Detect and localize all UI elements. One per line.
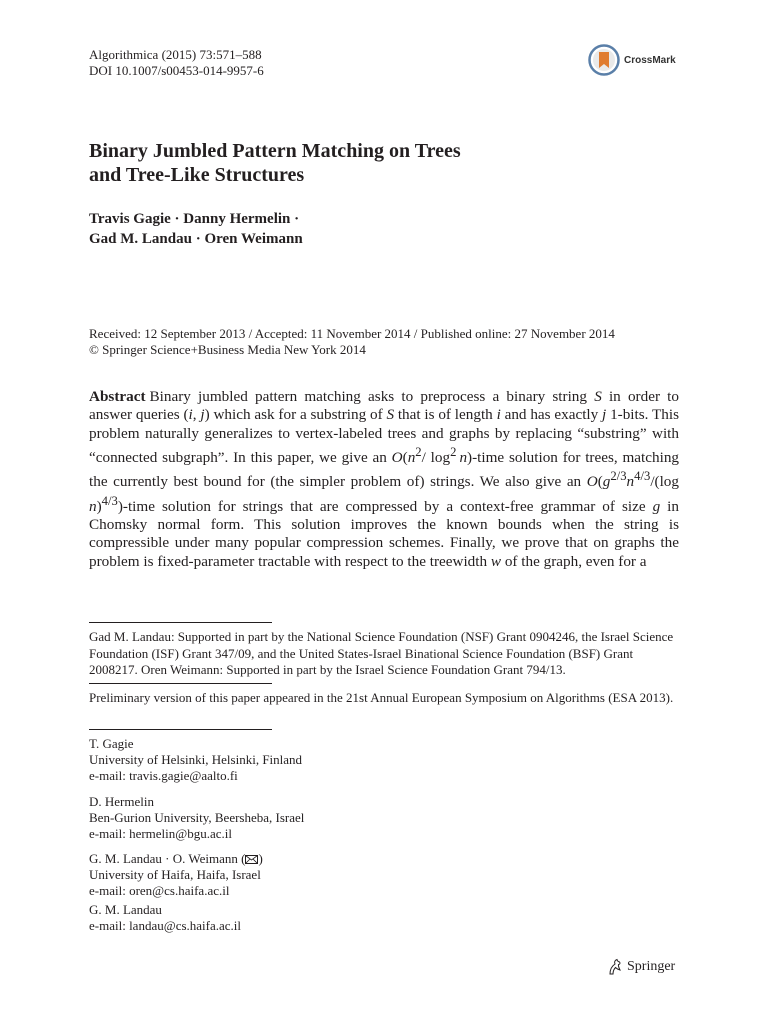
abstract-heading: Abstract [89,388,146,405]
abstract-text: 1-bits. This problem naturally generalizes to vertex-labeled trees and graphs by replacing “substring” with “connected subgraph”. In this paper, we give an [89,406,679,466]
affiliation-rule [89,729,272,730]
math-var: j [200,406,205,424]
affiliation-landau [89,902,241,934]
abstract [89,388,679,571]
abstract-text: -time solution for trees, matching the currently best bound for (the simpler problem of) strings. We also give an [89,448,680,491]
math-var: w [490,552,502,570]
affiliation-org: University of Haifa, Haifa, Israel [89,867,261,882]
title-line-1: Binary Jumbled Pattern Matching on Trees [89,140,461,162]
abstract-text: in Chomsky normal form. This solution improves the known bounds when the string is compressible under many popular compression schemes. Finally, we prove that on graphs the problem is fixed-parameter tractable with respect to the treewidth [89,497,679,570]
publication-dates [89,326,615,358]
affiliation-org: University of Helsinki, Helsinki, Finland [89,752,303,767]
author-list [89,209,303,249]
affiliation-name: D. Hermelin [89,794,154,809]
copyright-notice: © Springer Science+Business Media New York 2014 [89,342,366,357]
math-var: i [496,406,501,424]
math-var: S [386,406,395,424]
abstract-text: of the graph, even for a [501,552,647,570]
footnote-rule [89,622,272,623]
math-var: g [652,497,661,515]
footnote-rule [89,683,272,684]
affiliation-hermelin [89,794,304,842]
affiliation-email[interactable]: e-mail: hermelin@bgu.ac.il [89,826,233,841]
affiliation-email[interactable]: e-mail: oren@cs.haifa.ac.il [89,883,230,898]
abstract-text: Binary jumbled pattern matching asks to preprocess a binary string [149,388,595,405]
crossmark-badge[interactable] [588,44,676,76]
envelope-icon[interactable] [245,855,258,864]
affiliation-org: Ben-Gurion University, Beersheba, Israel [89,810,305,825]
affiliation-email[interactable]: e-mail: landau@cs.haifa.ac.il [89,918,242,933]
math-var: S [594,388,602,405]
abstract-text: -time solution for strings that are compressed by a context-free grammar of size [122,497,653,515]
complexity-formula-grammar: $O(g^{2/3}n^{4/3}/(\log$ n)$^{4/3}$) [89,469,679,515]
publisher-logo [607,958,675,976]
affiliation-name: G. M. Landau [89,902,162,917]
authors-line-1: Travis Gagie · Danny Hermelin · [89,211,300,227]
doi[interactable]: DOI 10.1007/s00453-014-9957-6 [89,63,264,78]
authors-line-2: Gad M. Landau · Oren Weimann [89,231,303,247]
affiliation-name-close: ) [258,851,263,866]
journal-citation: Algorithmica (2015) 73:571–588 [89,47,262,62]
footnote-preliminary: Preliminary version of this paper appeared in the 21st Annual European Symposium on Algorithms (ESA 2013). [89,690,674,705]
affiliation-name-row [89,851,263,867]
title-line-2: and Tree-Like Structures [89,164,305,186]
abstract-text: ) which ask for a substring of [204,406,387,424]
publisher-name: Springer [627,959,676,974]
springer-horse-icon [607,958,623,976]
math-var: j [602,406,607,424]
abstract-text: in order to answer queries ( [89,388,679,424]
footnote-grants: Gad M. Landau: Supported in part by the National Science Foundation (NSF) Grant 0904246, the Israel Science Foundation (ISF) Grant 347/09, and the United States-Israel Binational Science Foundation (BSF) Grant 2008217. Oren Weimann: Supported in part by the Israel Science Foundation Grant 794/13. [89,629,674,677]
affiliation-name: G. M. Landau · O. Weimann ( [89,851,246,866]
abstract-text: , [192,406,201,424]
affiliation-email[interactable]: e-mail: travis.gagie@aalto.fi [89,768,238,783]
crossmark-icon [588,44,620,76]
abstract-text: that is of length [394,406,497,424]
complexity-formula-trees: $O(n^2/$ $\log^2 n$) [391,444,473,466]
affiliation-landau-weimann [89,851,263,899]
history-dates: Received: 12 September 2013 / Accepted: 11 November 2014 / Published online: 27 November 2014 [89,326,615,341]
math-var: i [188,406,193,424]
affiliation-gagie [89,736,302,784]
affiliation-name: T. Gagie [89,736,134,751]
journal-reference [89,47,264,79]
crossmark-label: CrossMark [624,54,676,66]
abstract-text: and has exactly [500,406,603,424]
paper-title [89,139,689,187]
